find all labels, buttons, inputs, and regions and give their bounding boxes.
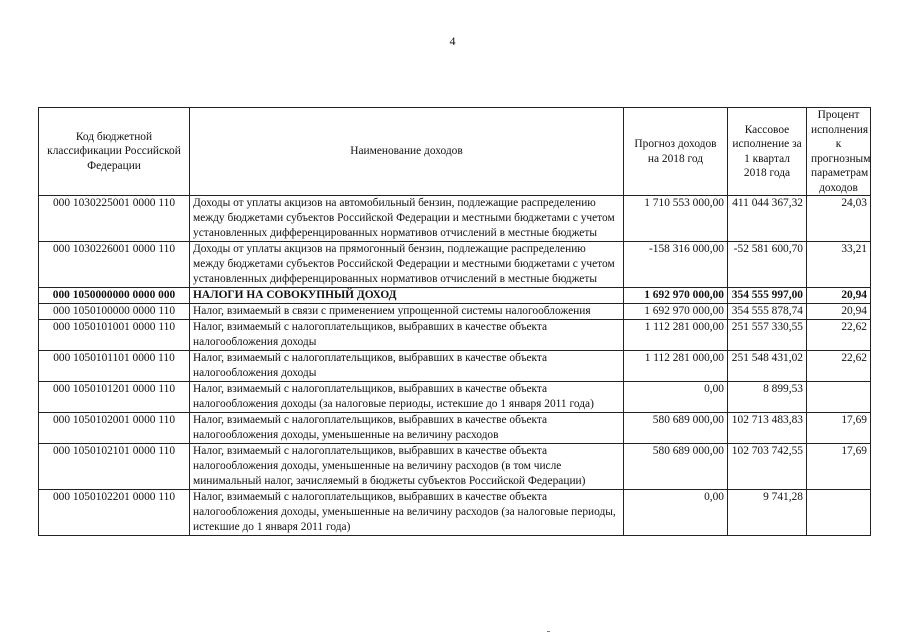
table-row bbox=[39, 196, 871, 242]
table-row bbox=[39, 413, 871, 444]
row-forecast: 580 689 000,00 bbox=[624, 444, 728, 490]
table-row bbox=[39, 444, 871, 490]
row-execution: 251 557 330,55 bbox=[728, 320, 807, 351]
table-row bbox=[39, 490, 871, 536]
row-percent: 20,94 bbox=[807, 288, 871, 304]
table-header-row bbox=[39, 108, 871, 196]
row-execution: 102 713 483,83 bbox=[728, 413, 807, 444]
row-code: 000 1050100000 0000 110 bbox=[39, 304, 190, 320]
header-code: Код бюджетной классификации Российской Федерации bbox=[39, 108, 190, 196]
row-name: Налог, взимаемый с налогоплательщиков, выбравших в качестве объекта налогообложения доходы (за налоговые периоды, истекшие до 1 января 2011 года) bbox=[190, 382, 624, 413]
header-execution: Кассовое исполнение за 1 квартал 2018 года bbox=[728, 108, 807, 196]
row-execution: 411 044 367,32 bbox=[728, 196, 807, 242]
revenue-table bbox=[38, 107, 871, 536]
row-name: Доходы от уплаты акцизов на автомобильный бензин, подлежащие распределению между бюджетами субъектов Российской Федерации и местными бюджетами с учетом установленных дифференцированных нормативов отчислений в местные бюджеты bbox=[190, 196, 624, 242]
row-execution: -52 581 600,70 bbox=[728, 242, 807, 288]
row-execution: 354 555 878,74 bbox=[728, 304, 807, 320]
row-code: 000 1050102001 0000 110 bbox=[39, 413, 190, 444]
row-percent: 33,21 bbox=[807, 242, 871, 288]
row-execution: 102 703 742,55 bbox=[728, 444, 807, 490]
table-row-total bbox=[39, 288, 871, 304]
row-execution: 9 741,28 bbox=[728, 490, 807, 536]
row-percent bbox=[807, 490, 871, 536]
page-number: 4 bbox=[449, 34, 456, 48]
table-row bbox=[39, 351, 871, 382]
row-execution: 251 548 431,02 bbox=[728, 351, 807, 382]
row-name: Налог, взимаемый с налогоплательщиков, выбравших в качестве объекта налогообложения доходы, уменьшенные на величину расходов bbox=[190, 413, 624, 444]
row-percent: 20,94 bbox=[807, 304, 871, 320]
row-code: 000 1050102101 0000 110 bbox=[39, 444, 190, 490]
row-code: 000 1050000000 0000 000 bbox=[39, 288, 190, 304]
row-name: Налог, взимаемый с налогоплательщиков, выбравших в качестве объекта налогообложения доходы, уменьшенные на величину расходов (в том числе минимальный налог, зачисляемый в бюджеты субъектов Российской Федерации) bbox=[190, 444, 624, 490]
table-row bbox=[39, 320, 871, 351]
row-forecast: 1 710 553 000,00 bbox=[624, 196, 728, 242]
row-percent: 22,62 bbox=[807, 320, 871, 351]
row-name: НАЛОГИ НА СОВОКУПНЫЙ ДОХОД bbox=[190, 288, 624, 304]
table-row bbox=[39, 242, 871, 288]
row-execution: 8 899,53 bbox=[728, 382, 807, 413]
row-name: Доходы от уплаты акцизов на прямогонный бензин, подлежащие распределению между бюджетами субъектов Российской Федерации и местными бюджетами с учетом установленных дифференцированных нормативов отчислений в местные бюджеты bbox=[190, 242, 624, 288]
row-forecast: 1 692 970 000,00 bbox=[624, 304, 728, 320]
header-name: Наименование доходов bbox=[190, 108, 624, 196]
row-execution: 354 555 997,00 bbox=[728, 288, 807, 304]
row-forecast: 0,00 bbox=[624, 490, 728, 536]
row-code: 000 1050101001 0000 110 bbox=[39, 320, 190, 351]
row-forecast: -158 316 000,00 bbox=[624, 242, 728, 288]
row-percent: 22,62 bbox=[807, 351, 871, 382]
row-code: 000 1050101201 0000 110 bbox=[39, 382, 190, 413]
row-code: 000 1030225001 0000 110 bbox=[39, 196, 190, 242]
row-code: 000 1030226001 0000 110 bbox=[39, 242, 190, 288]
row-forecast: 1 692 970 000,00 bbox=[624, 288, 728, 304]
row-name: Налог, взимаемый с налогоплательщиков, выбравших в качестве объекта налогообложения доходы, уменьшенные на величину расходов (за налоговые периоды, истекшие до 1 января 2011 года) bbox=[190, 490, 624, 536]
row-percent: 24,03 bbox=[807, 196, 871, 242]
row-percent: 17,69 bbox=[807, 413, 871, 444]
row-percent: 17,69 bbox=[807, 444, 871, 490]
row-code: 000 1050102201 0000 110 bbox=[39, 490, 190, 536]
row-forecast: 1 112 281 000,00 bbox=[624, 320, 728, 351]
row-forecast: 580 689 000,00 bbox=[624, 413, 728, 444]
row-name: Налог, взимаемый в связи с применением упрощенной системы налогообложения bbox=[190, 304, 624, 320]
scan-speck bbox=[547, 631, 550, 632]
row-percent bbox=[807, 382, 871, 413]
table-row bbox=[39, 382, 871, 413]
row-forecast: 0,00 bbox=[624, 382, 728, 413]
row-name: Налог, взимаемый с налогоплательщиков, выбравших в качестве объекта налогообложения доходы bbox=[190, 320, 624, 351]
table-row bbox=[39, 304, 871, 320]
header-percent: Процент исполнения к прогнозным параметрам доходов bbox=[807, 108, 871, 196]
row-code: 000 1050101101 0000 110 bbox=[39, 351, 190, 382]
header-forecast: Прогноз доходов на 2018 год bbox=[624, 108, 728, 196]
row-name: Налог, взимаемый с налогоплательщиков, выбравших в качестве объекта налогообложения доходы bbox=[190, 351, 624, 382]
row-forecast: 1 112 281 000,00 bbox=[624, 351, 728, 382]
